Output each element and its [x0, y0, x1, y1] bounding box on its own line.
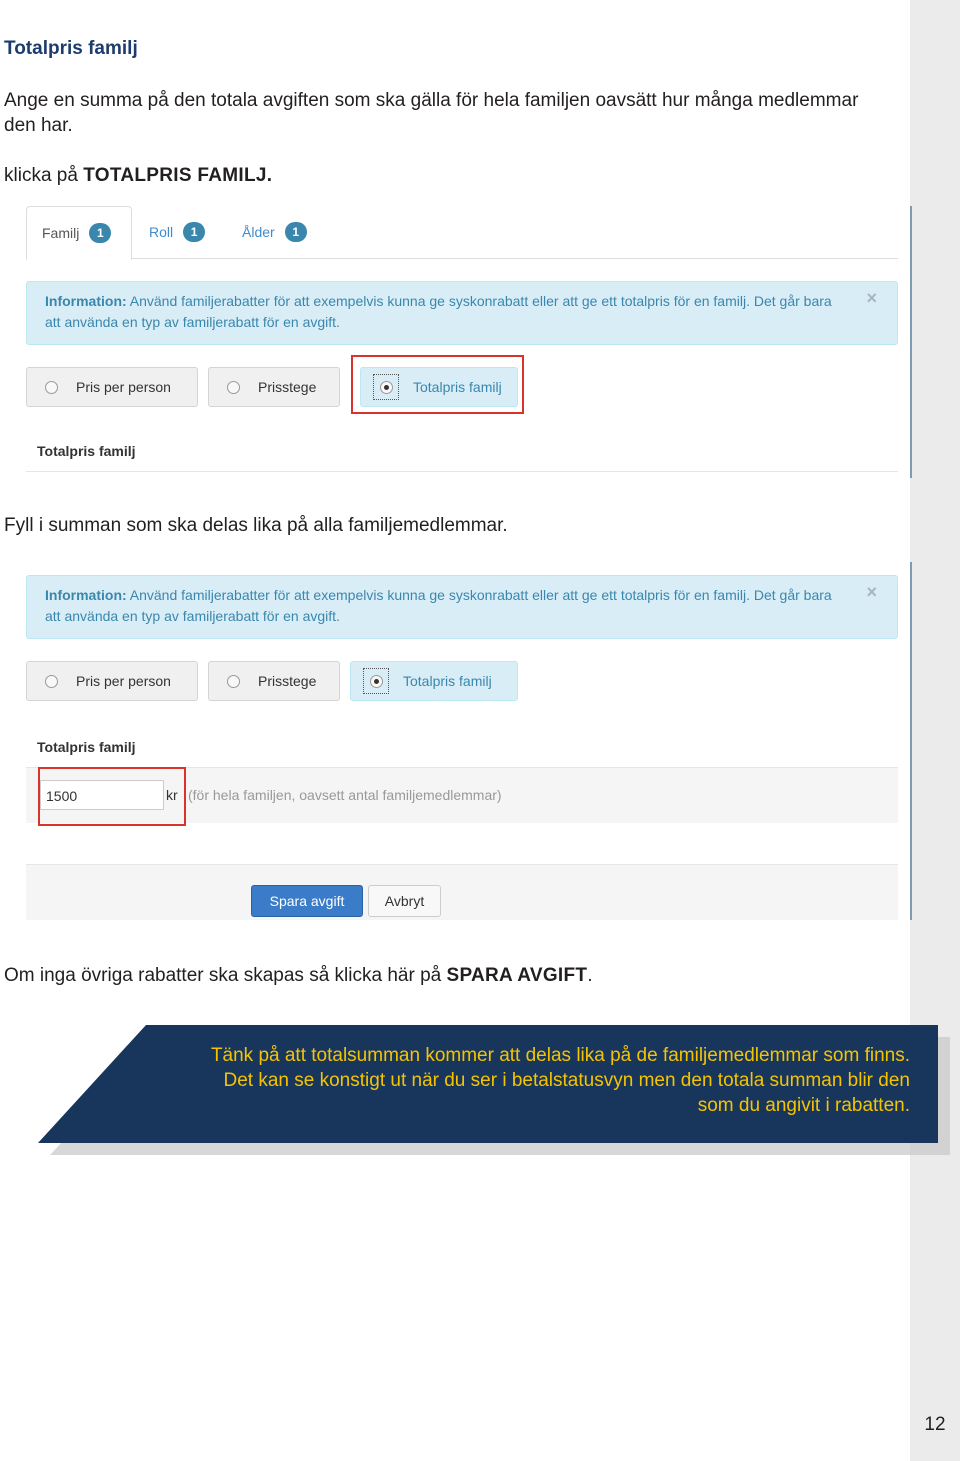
tab-familj[interactable]	[26, 206, 132, 260]
amount-hint: (för hela familjen, oavsett antal familjemedlemmar)	[188, 787, 502, 803]
callout-text	[110, 1043, 910, 1118]
tab-alder-count: 1	[285, 222, 307, 242]
tab-alder[interactable]	[242, 206, 307, 258]
option-label: Totalpris familj	[403, 673, 492, 689]
callout-line: Det kan se konstigt ut när du ser i betalstatusvyn men den totala summan blir den	[223, 1070, 910, 1091]
option-label: Totalpris familj	[413, 379, 502, 395]
intro-paragraph: Ange en summa på den totala avgiften som ska gälla för hela familjen oavsätt hur många medlemmar den har.	[4, 90, 859, 136]
radio-icon	[45, 381, 58, 394]
info-alert	[26, 281, 898, 345]
option-prisstege[interactable]	[208, 367, 340, 407]
callout-line: som du angivit i rabatten.	[697, 1095, 910, 1116]
highlight-box	[38, 767, 186, 826]
option-totalpris-familj[interactable]	[350, 661, 518, 701]
radio-icon	[227, 381, 240, 394]
option-label: Pris per person	[76, 379, 171, 395]
info-alert	[26, 575, 898, 639]
amount-unit: kr	[166, 787, 178, 803]
tab-alder-label: Ålder	[242, 224, 275, 240]
screenshot-1	[26, 206, 898, 476]
info-alert-label: Information:	[45, 587, 127, 603]
radio-focus-box	[363, 668, 389, 694]
highlight-box	[351, 355, 524, 414]
form-actions	[26, 864, 898, 920]
radio-icon	[45, 675, 58, 688]
instruction-1-prefix: klicka på	[4, 165, 84, 186]
info-alert-message: Använd familjerabatter för att exempelvis kunna ge syskonrabatt eller att ge ett totalpris för en familj. Det går bara att använda en typ av familjerabatt för en avgift.	[45, 587, 832, 624]
instruction-2: Fyll i summan som ska delas lika på alla familjemedlemmar.	[4, 515, 508, 536]
family-tabs	[26, 206, 898, 259]
tab-roll-count: 1	[183, 222, 205, 242]
section-title: Totalpris familj	[37, 739, 136, 755]
callout-line: Tänk på att totalsumman kommer att delas lika på de familjemedlemmar som finns.	[210, 1045, 910, 1066]
option-pris-per-person[interactable]	[26, 661, 198, 701]
instruction-3-suffix: .	[587, 965, 593, 986]
tab-familj-count: 1	[89, 223, 111, 243]
cancel-button[interactable]: Avbryt	[368, 885, 441, 917]
page-heading: Totalpris familj	[4, 38, 138, 59]
option-label: Prisstege	[258, 379, 317, 395]
info-alert-text	[45, 585, 835, 627]
page-sidebar	[910, 0, 960, 1461]
divider	[26, 471, 898, 472]
tab-roll-label: Roll	[149, 224, 174, 240]
screenshot-1-edge	[910, 206, 912, 478]
tab-roll[interactable]	[149, 206, 205, 258]
page-number: 12	[924, 1414, 946, 1435]
radio-icon	[227, 675, 240, 688]
save-fee-button[interactable]: Spara avgift	[251, 885, 363, 917]
instruction-3-strong: SPARA AVGIFT	[446, 965, 588, 986]
option-label: Pris per person	[76, 673, 171, 689]
tab-familj-label: Familj	[42, 225, 80, 241]
info-alert-message: Använd familjerabatter för att exempelvis kunna ge syskonrabatt eller att ge ett totalpris för en familj. Det går bara att använda en typ av familjerabatt för en avgift.	[45, 293, 832, 330]
screenshot-2-edge	[910, 562, 912, 920]
option-label: Prisstege	[258, 673, 317, 689]
radio-selected-icon	[370, 675, 383, 688]
info-alert-label: Information:	[45, 293, 127, 309]
screenshot-2	[26, 562, 898, 920]
info-alert-text	[45, 291, 835, 333]
option-pris-per-person[interactable]	[26, 367, 198, 407]
instruction-1	[4, 163, 272, 188]
amount-input[interactable]: 1500	[40, 780, 164, 810]
instruction-3-prefix: Om inga övriga rabatter ska skapas så klicka här på	[4, 965, 447, 986]
close-icon[interactable]: ×	[866, 582, 877, 602]
close-icon[interactable]: ×	[866, 288, 877, 308]
instruction-3	[4, 963, 593, 988]
instruction-1-strong: TOTALPRIS FAMILJ.	[83, 165, 273, 186]
section-title: Totalpris familj	[37, 443, 136, 459]
option-prisstege[interactable]	[208, 661, 340, 701]
